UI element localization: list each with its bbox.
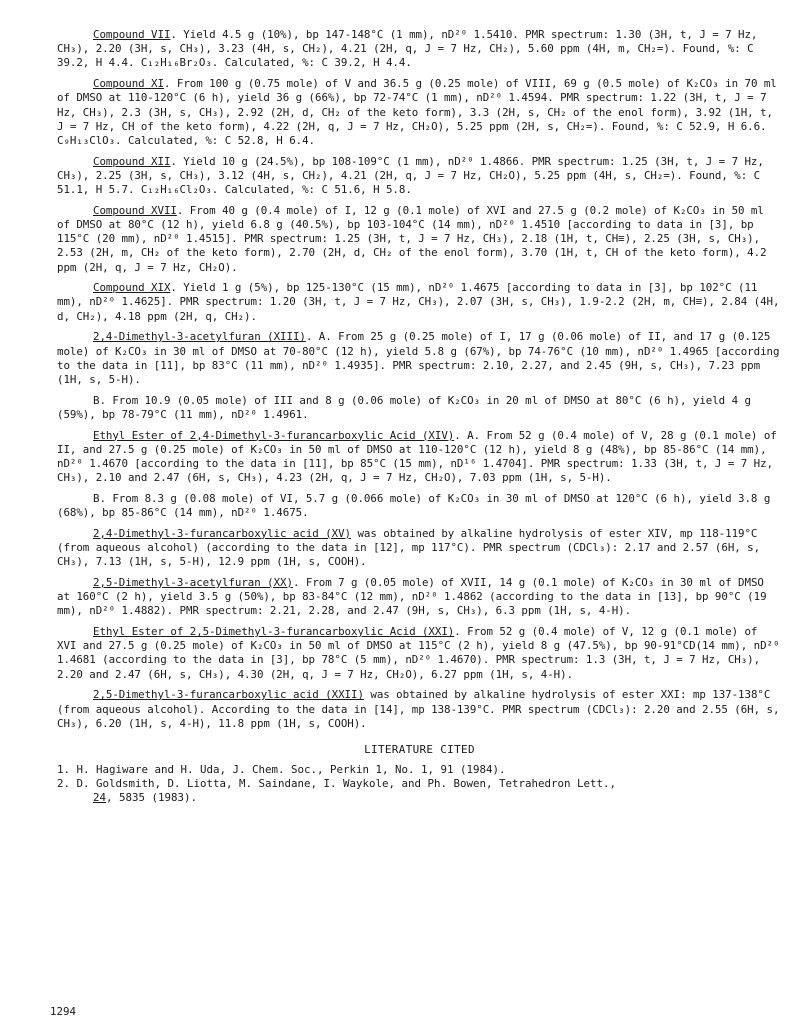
paragraph-text: . From 40 g (0.4 mole) of I, 12 g (0.1 mole) of XVI and 27.5 g (0.2 mole) of K₂CO₃ in 50 ml of DMSO at 80°C (12 h), yield 6.8 g (40.5%), bp 103-104°C (14 mm), nD²⁰ 1.4510 [according to data in [3], bp 115°C (20 mm), nD²⁰ 1.4515]. PMR spectrum: 1.25 (3H, t, J = 7 Hz, CH₃), 2.18 (1H, t, CH≡), 2.25 (3H, s, CH₃), 2.53 (2H, m, CH₂ of the keto form), 2.70 (2H, d, CH₂ of the enol form), 3.70 (1H, t, CH of the keto form), 4.2 ppm (2H, q, J = 7 Hz, CH₂O). <box>57 203 767 274</box>
reference-text: H. Hagiware and H. Uda, J. Chem. Soc., Perkin 1, No. 1, 91 (1984). <box>76 762 506 776</box>
paragraph-compound-xx <box>57 576 782 619</box>
reference-number: 1. <box>57 762 71 776</box>
paragraph-compound-xii <box>57 155 782 198</box>
paragraph-compound-xix <box>57 281 782 324</box>
paragraph-compound-xxi <box>57 625 782 682</box>
compound-heading: Compound XII <box>93 154 171 168</box>
paragraph-text: . A. From 52 g (0.4 mole) of V, 28 g (0.1 mole) of II, and 27.5 g (0.25 mole) of K₂CO₃ in 50 ml of DMSO at 110-120°C (12 h), yield 8 g (48%), bp 85-86°C (14 mm), nD²⁰ 1.4670 [according to the data in [11], bp 85°C (15 mm), nD¹⁶ 1.4704]. PMR spectrum: 1.33 (3H, t, J = 7 Hz, CH₃), 2.10 and 2.47 (6H, s, CH₃), 4.23 (2H, q, J = 7 Hz, CH₂O), 7.03 ppm (1H, s, 5-H). <box>57 428 777 485</box>
paragraph-compound-xi <box>57 77 782 148</box>
paragraph-text: . From 52 g (0.4 mole) of V, 12 g (0.1 mole) of XVI and 27.5 g (0.25 mole) of K₂CO₃ in 50 ml of DMSO at 115°C (2 h), yield 8 g (47.5%), bp 90-91°CD(14 mm), nD²⁰ 1.4681 (according to the data in [3], bp 78°C (5 mm), nD²⁰ 1.4670). PMR spectrum: 1.3 (3H, t, J = 7 Hz, CH₃), 2.20 and 2.47 (6H, s, CH₃), 4.30 (2H, q, J = 7 Hz, CH₂O), 6.27 ppm (1H, s, 4-H). <box>57 625 780 681</box>
paragraph-compound-xvii <box>57 204 782 275</box>
reference-number: 2. <box>57 777 71 791</box>
literature-cited-heading: LITERATURE CITED <box>364 742 475 756</box>
paragraph-text: B. From 10.9 (0.05 mole) of III and 8 g (0.06 mole) of K₂CO₃ in 20 ml of DMSO at 80°C (6 h), yield 4 g (59%), bp 78-79°C (11 mm), nD²⁰ 1.4961. <box>57 393 751 421</box>
compound-heading: 2,5-Dimethyl-3-furancarboxylic acid (XXII) <box>93 688 364 702</box>
compound-heading: Ethyl Ester of 2,4-Dimethyl-3-furancarboxylic Acid (XIV) <box>93 428 455 442</box>
paragraph-text: was obtained by alkaline hydrolysis of ester XXI: mp 137-138°C (from aqueous alcohol). According to the data in [14], mp 138-139°C. PMR spectrum (CDCl₃): 2.20 and 2.55 (6H, s, CH₃), 6.20 (1H, s, 4-H), 11.8 ppm (1H, s, COOH). <box>57 688 780 730</box>
paragraph-text: B. From 8.3 g (0.08 mole) of VI, 5.7 g (0.066 mole) of K₂CO₃ in 30 ml of DMSO at 120°C (6 h), yield 3.8 g (68%), bp 85-86°C (14 mm), nD²⁰ 1.4675. <box>57 491 771 520</box>
compound-heading: 2,5-Dimethyl-3-acetylfuran (XX) <box>93 575 293 589</box>
paragraph-xiii-method-b <box>57 394 782 422</box>
compound-heading: 2,4-Dimethyl-3-furancarboxylic acid (XV) <box>93 526 352 540</box>
paragraph-compound-xiii <box>57 330 782 387</box>
paragraph-text: . From 100 g (0.75 mole) of V and 36.5 g (0.25 mole) of VIII, 69 g (0.5 mole) of K₂CO₃ in 70 ml of DMSO at 110-120°C (6 h), yield 36 g (66%), bp 72-74°C (1 mm), nD²⁰ 1.4594. PMR spectrum: 1.22 (3H, t, J = 7 Hz, CH₃), 2.3 (3H, s, CH₃), 2.92 (2H, d, CH₂ of the keto form), 3.3 (2H, s, CH₂ of the enol form), 3.92 (1H, t, J = 7 Hz, CH of the keto form), 4.22 (2H, q, J = 7 Hz, CH₂O), 5.25 ppm (2H, s, CH₂=). Found, %: C 52.9, H 6.6. C₉H₁₃ClO₃. Calculated, %: C 52.8, H 6.4. <box>57 77 777 147</box>
compound-heading: Compound XIX <box>93 281 171 295</box>
paragraph-compound-xiv <box>57 429 782 486</box>
paragraph-text: . A. From 25 g (0.25 mole) of I, 17 g (0.06 mole) of II, and 17 g (0.125 mole) of K₂CO₃ in 30 ml of DMSO at 70-80°C (12 h), yield 5.8 g (67%), bp 74-76°C (10 mm), nD²⁰ 1.4965 [according to the data in [11], bp 83°C (11 mm), nD²⁰ 1.4935]. PMR spectrum: 2.10, 2.27, and 2.45 (9H, s, CH₃), 7.23 ppm (1H, s, 5-H). <box>57 330 780 386</box>
compound-heading: Compound XVII <box>93 203 177 217</box>
reference-text: D. Goldsmith, D. Liotta, M. Saindane, I. Waykole, and Ph. Bowen, Tetrahedron Lett., <box>76 777 617 791</box>
paragraph-compound-xv <box>57 527 782 570</box>
reference-volume: 24 <box>93 791 107 805</box>
compound-heading: Compound XI <box>93 77 164 91</box>
compound-heading: Ethyl Ester of 2,5-Dimethyl-3-furancarboxylic Acid (XXI) <box>93 625 455 639</box>
paragraph-text: . From 7 g (0.05 mole) of XVII, 14 g (0.1 mole) of K₂CO₃ in 30 ml of DMSO at 160°C (2 h), yield 3.5 g (50%), bp 83-84°C (12 mm), nD²⁰ 1.4862 (according to the data in [13], bp 90°C (19 mm), nD²⁰ 1.4882). PMR spectrum: 2.21, 2.28, and 2.47 (9H, s, CH₃), 6.3 ppm (1H, s, 4-H). <box>57 575 767 618</box>
reference-item <box>57 763 782 777</box>
paragraph-xiv-method-b <box>57 492 782 520</box>
reference-item <box>57 777 782 805</box>
page-number: 1294 <box>50 1005 77 1018</box>
compound-heading: Compound VII <box>93 28 171 41</box>
page-body <box>57 28 782 806</box>
paragraph-text: . Yield 4.5 g (10%), bp 147-148°C (1 mm), nD²⁰ 1.5410. PMR spectrum: 1.30 (3H, t, J = 7 Hz, CH₃), 2.20 (3H, s, CH₃), 3.23 (4H, s, CH₂), 4.21 (2H, q, J = 7 Hz, CH₂), 5.60 ppm (4H, m, CH₂=). Found, %: C 39.2, H 4.4. C₁₂H₁₆Br₂O₃. Calculated, %: C 39.2, H 4.4. <box>57 28 758 70</box>
paragraph-text: . Yield 1 g (5%), bp 125-130°C (15 mm), nD²⁰ 1.4675 [according to data in [3], bp 102°C (11 mm), nD²⁰ 1.4625]. PMR spectrum: 1.20 (3H, t, J = 7 Hz, CH₃), 2.07 (3H, s, CH₃), 1.9-2.2 (2H, m, CH≡), 2.84 (4H, d, CH₂), 4.18 ppm (2H, q, CH₂). <box>57 281 780 323</box>
reference-tail: , 5835 (1983). <box>106 791 198 805</box>
compound-heading: 2,4-Dimethyl-3-acetylfuran (XIII) <box>93 330 306 344</box>
paragraph-compound-vii <box>57 28 782 71</box>
paragraph-text: . Yield 10 g (24.5%), bp 108-109°C (1 mm), nD²⁰ 1.4866. PMR spectrum: 1.25 (3H, t, J = 7 Hz, CH₃), 2.25 (3H, s, CH₃), 3.12 (4H, s, CH₂), 4.21 (2H, q, J = 7 Hz, CH₂O), 5.25 ppm (4H, s, CH₂=). Found, %: C 51.1, H 5.7. C₁₂H₁₆Cl₂O₃. Calculated, %: C 51.6, H 5.8. <box>57 154 764 197</box>
paragraph-compound-xxii <box>57 688 782 731</box>
paragraph-text: was obtained by alkaline hydrolysis of ester XIV, mp 118-119°C (from aqueous alcohol) (according to the data in [12], mp 117°C). PMR spectrum (CDCl₃): 2.17 and 2.57 (6H, s, CH₃), 7.13 (1H, s, 5-H), 12.9 ppm (1H, s, COOH). <box>57 526 761 569</box>
